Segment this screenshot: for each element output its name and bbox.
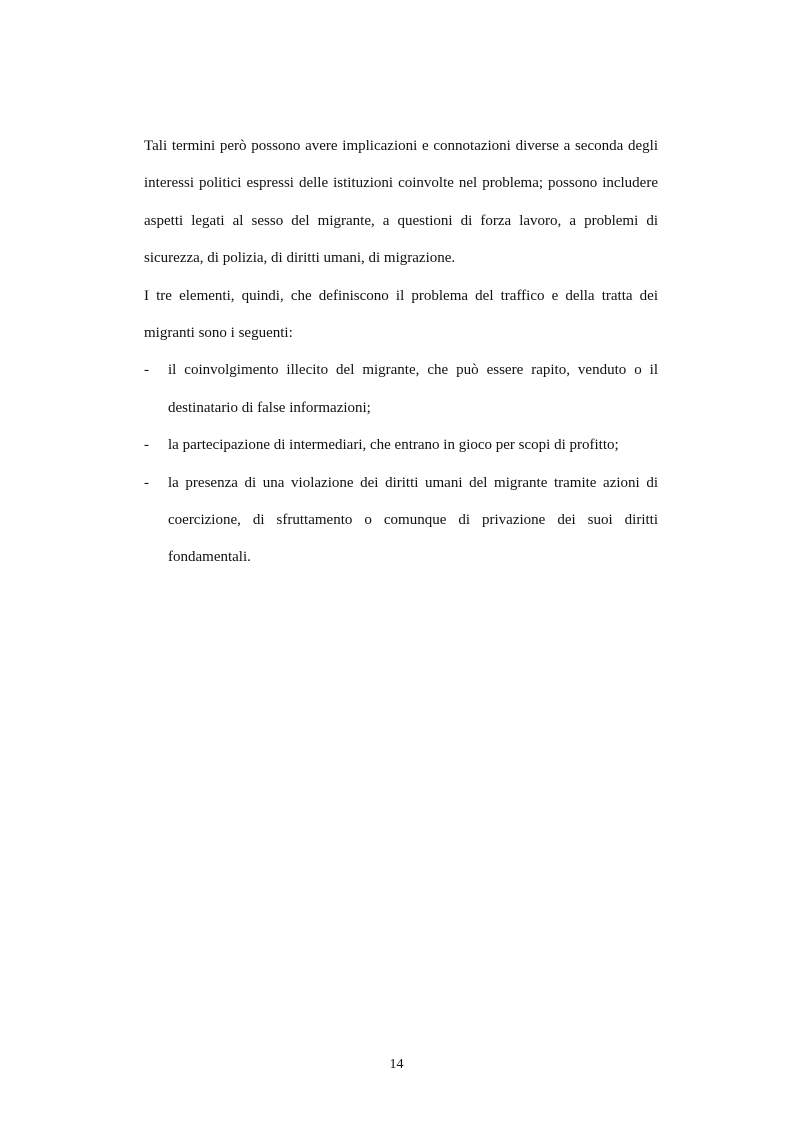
- elements-list: [144, 352, 658, 576]
- list-item-text: la partecipazione di intermediari, che entrano in gioco per scopi di profitto;: [168, 437, 619, 454]
- list-item: [144, 427, 658, 464]
- document-body: [144, 128, 658, 577]
- dash-marker: -: [144, 362, 149, 379]
- paragraph-three-elements: I tre elementi, quindi, che definiscono il problema del traffico e della tratta dei migranti sono i seguenti:: [144, 287, 658, 342]
- page-number: 14: [389, 1057, 404, 1072]
- dash-marker: -: [144, 474, 149, 491]
- dash-marker: -: [144, 437, 149, 454]
- list-item: [144, 465, 658, 577]
- paragraph-terms-implications: Tali termini però possono avere implicazioni e connotazioni diverse a seconda degli interessi politici espressi delle istituzioni coinvolte nel problema; possono includere aspetti legati al sesso del migrante, a questioni di forza lavoro, a problemi di sicurezza, di polizia, di diritti umani, di migrazione.: [144, 138, 658, 267]
- list-item-text: la presenza di una violazione dei diritti umani del migrante tramite azioni di coercizione, di sfruttamento o comunque di privazione dei suoi diritti fondamentali.: [168, 474, 658, 566]
- list-item-text: il coinvolgimento illecito del migrante, che può essere rapito, venduto o il destinatario di false informazioni;: [168, 362, 658, 416]
- list-item: [144, 352, 658, 427]
